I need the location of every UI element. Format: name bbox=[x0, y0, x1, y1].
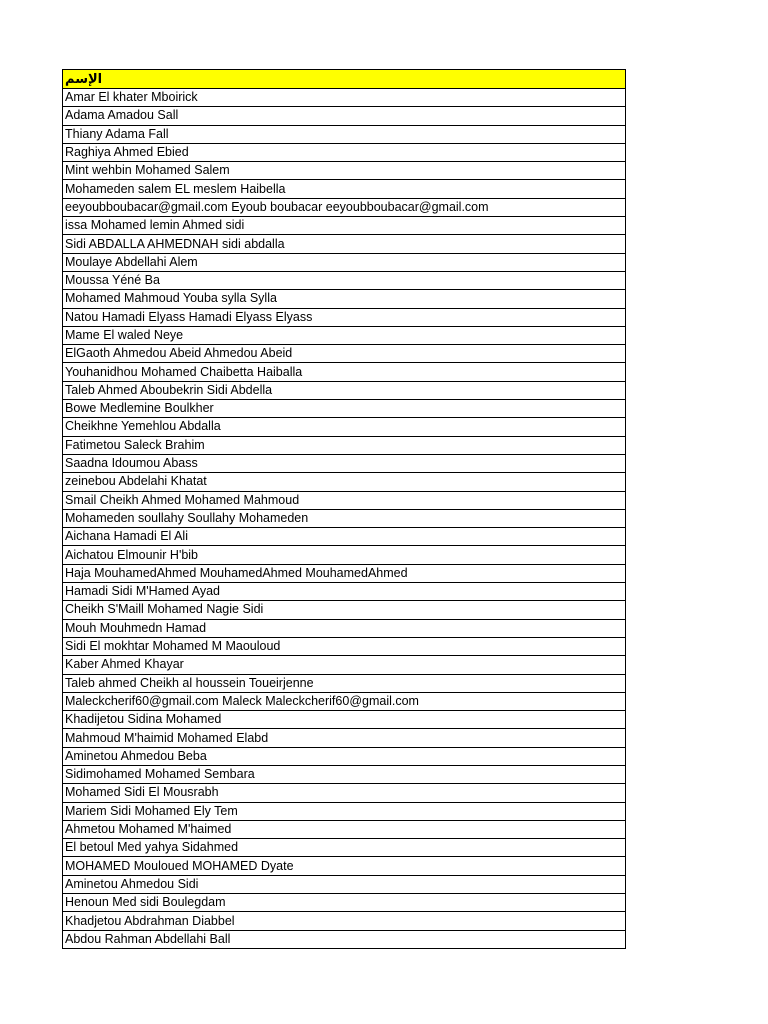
name-cell[interactable]: Khadijetou Sidina Mohamed bbox=[63, 711, 626, 729]
name-cell[interactable]: ElGaoth Ahmedou Abeid Ahmedou Abeid bbox=[63, 345, 626, 363]
name-cell[interactable]: Mouh Mouhmedn Hamad bbox=[63, 619, 626, 637]
table-row bbox=[63, 765, 626, 783]
name-cell[interactable]: Bowe Medlemine Boulkher bbox=[63, 400, 626, 418]
table-row bbox=[63, 747, 626, 765]
table-row bbox=[63, 528, 626, 546]
name-cell[interactable]: Adama Amadou Sall bbox=[63, 107, 626, 125]
name-cell[interactable]: issa Mohamed lemin Ahmed sidi bbox=[63, 217, 626, 235]
table-row bbox=[63, 637, 626, 655]
name-cell[interactable]: Ahmetou Mohamed M'haimed bbox=[63, 820, 626, 838]
name-cell[interactable]: Saadna Idoumou Abass bbox=[63, 454, 626, 472]
table-row bbox=[63, 583, 626, 601]
table-row bbox=[63, 89, 626, 107]
name-cell[interactable]: Aminetou Ahmedou Beba bbox=[63, 747, 626, 765]
name-cell[interactable]: Mame El waled Neye bbox=[63, 326, 626, 344]
name-cell[interactable]: Khadjetou Abdrahman Diabbel bbox=[63, 912, 626, 930]
name-cell[interactable]: Natou Hamadi Elyass Hamadi Elyass Elyass bbox=[63, 308, 626, 326]
table-row bbox=[63, 473, 626, 491]
table-row bbox=[63, 253, 626, 271]
name-cell[interactable]: Cheikh S'Maill Mohamed Nagie Sidi bbox=[63, 601, 626, 619]
name-cell[interactable]: Taleb Ahmed Aboubekrin Sidi Abdella bbox=[63, 381, 626, 399]
name-cell[interactable]: Sidi ABDALLA AHMEDNAH sidi abdalla bbox=[63, 235, 626, 253]
table-row bbox=[63, 381, 626, 399]
table-header-row bbox=[63, 70, 626, 89]
name-cell[interactable]: Mohamed Sidi El Mousrabh bbox=[63, 784, 626, 802]
name-cell[interactable]: El betoul Med yahya Sidahmed bbox=[63, 839, 626, 857]
name-cell[interactable]: Raghiya Ahmed Ebied bbox=[63, 143, 626, 161]
name-cell[interactable]: Mahmoud M'haimid Mohamed Elabd bbox=[63, 729, 626, 747]
name-cell[interactable]: Thiany Adama Fall bbox=[63, 125, 626, 143]
table-row bbox=[63, 454, 626, 472]
name-cell[interactable]: Mohameden salem EL meslem Haibella bbox=[63, 180, 626, 198]
table-row bbox=[63, 198, 626, 216]
name-cell[interactable]: Aichatou Elmounir H'bib bbox=[63, 546, 626, 564]
table-row bbox=[63, 857, 626, 875]
table-row bbox=[63, 271, 626, 289]
table-row bbox=[63, 345, 626, 363]
table-row bbox=[63, 509, 626, 527]
table-row bbox=[63, 619, 626, 637]
name-cell[interactable]: Mint wehbin Mohamed Salem bbox=[63, 162, 626, 180]
table-row bbox=[63, 875, 626, 893]
name-cell[interactable]: Aichana Hamadi El Ali bbox=[63, 528, 626, 546]
table-row bbox=[63, 290, 626, 308]
table-row bbox=[63, 564, 626, 582]
table-row bbox=[63, 107, 626, 125]
name-cell[interactable]: Amar El khater Mboirick bbox=[63, 89, 626, 107]
table-row bbox=[63, 894, 626, 912]
table-row bbox=[63, 326, 626, 344]
table-row bbox=[63, 656, 626, 674]
name-column-header[interactable]: الإسم bbox=[63, 70, 626, 89]
table-row bbox=[63, 418, 626, 436]
table-row bbox=[63, 601, 626, 619]
name-cell[interactable]: Mohameden soullahy Soullahy Mohameden bbox=[63, 509, 626, 527]
names-table bbox=[62, 69, 626, 949]
name-cell[interactable]: Aminetou Ahmedou Sidi bbox=[63, 875, 626, 893]
name-cell[interactable]: Maleckcherif60@gmail.com Maleck Maleckcherif60@gmail.com bbox=[63, 692, 626, 710]
name-cell[interactable]: Mariem Sidi Mohamed Ely Tem bbox=[63, 802, 626, 820]
name-cell[interactable]: Moulaye Abdellahi Alem bbox=[63, 253, 626, 271]
table-row bbox=[63, 711, 626, 729]
table-row bbox=[63, 839, 626, 857]
table-row bbox=[63, 143, 626, 161]
table-row bbox=[63, 674, 626, 692]
table-row bbox=[63, 436, 626, 454]
name-cell[interactable]: Sidi El mokhtar Mohamed M Maouloud bbox=[63, 637, 626, 655]
table-row bbox=[63, 802, 626, 820]
names-table-body bbox=[63, 70, 626, 949]
table-row bbox=[63, 692, 626, 710]
table-row bbox=[63, 729, 626, 747]
name-cell[interactable]: Kaber Ahmed Khayar bbox=[63, 656, 626, 674]
name-cell[interactable]: Hamadi Sidi M'Hamed Ayad bbox=[63, 583, 626, 601]
table-row bbox=[63, 235, 626, 253]
table-row bbox=[63, 217, 626, 235]
table-row bbox=[63, 912, 626, 930]
table-row bbox=[63, 491, 626, 509]
name-cell[interactable]: Mohamed Mahmoud Youba sylla Sylla bbox=[63, 290, 626, 308]
name-cell[interactable]: Moussa Yéné Ba bbox=[63, 271, 626, 289]
name-cell[interactable]: Cheikhne Yemehlou Abdalla bbox=[63, 418, 626, 436]
name-cell[interactable]: Abdou Rahman Abdellahi Ball bbox=[63, 930, 626, 948]
name-cell[interactable]: Sidimohamed Mohamed Sembara bbox=[63, 765, 626, 783]
name-cell[interactable]: Youhanidhou Mohamed Chaibetta Haiballa bbox=[63, 363, 626, 381]
name-cell[interactable]: MOHAMED Mouloued MOHAMED Dyate bbox=[63, 857, 626, 875]
name-cell[interactable]: Taleb ahmed Cheikh al houssein Toueirjenne bbox=[63, 674, 626, 692]
table-row bbox=[63, 162, 626, 180]
name-cell[interactable]: Smail Cheikh Ahmed Mohamed Mahmoud bbox=[63, 491, 626, 509]
table-row bbox=[63, 546, 626, 564]
name-cell[interactable]: eeyoubboubacar@gmail.com Eyoub boubacar eeyoubboubacar@gmail.com bbox=[63, 198, 626, 216]
name-cell[interactable]: zeinebou Abdelahi Khatat bbox=[63, 473, 626, 491]
table-row bbox=[63, 180, 626, 198]
table-row bbox=[63, 400, 626, 418]
table-row bbox=[63, 363, 626, 381]
table-row bbox=[63, 308, 626, 326]
name-cell[interactable]: Haja MouhamedAhmed MouhamedAhmed MouhamedAhmed bbox=[63, 564, 626, 582]
table-row bbox=[63, 784, 626, 802]
name-cell[interactable]: Fatimetou Saleck Brahim bbox=[63, 436, 626, 454]
table-row bbox=[63, 930, 626, 948]
table-row bbox=[63, 125, 626, 143]
table-row bbox=[63, 820, 626, 838]
name-cell[interactable]: Henoun Med sidi Boulegdam bbox=[63, 894, 626, 912]
